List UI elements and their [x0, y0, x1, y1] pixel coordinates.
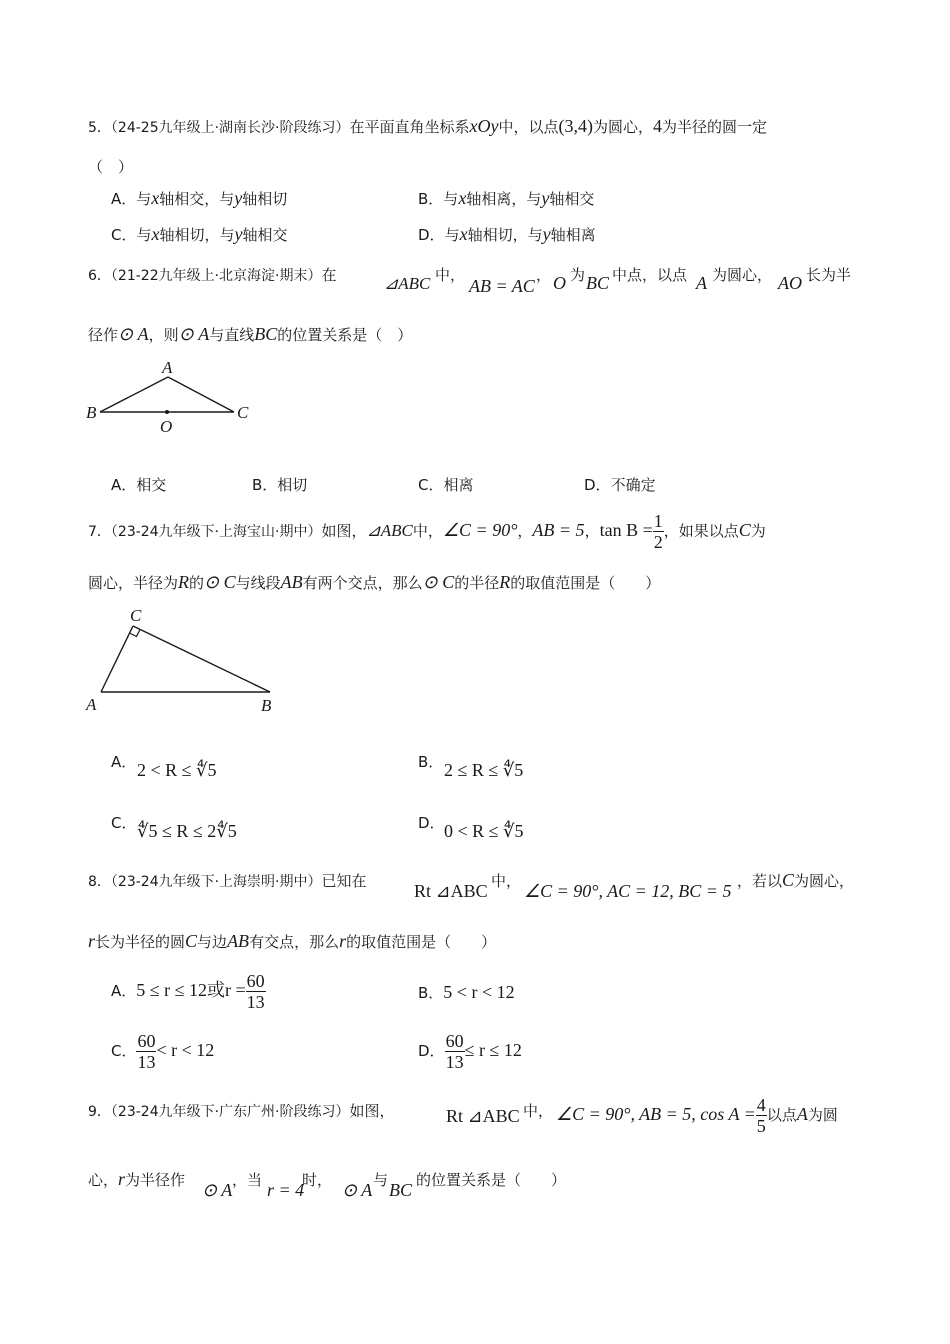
q6-center: 为圆心，	[712, 266, 773, 284]
option-label: A．	[111, 476, 137, 494]
q7-angle: ∠C = 90°	[442, 520, 518, 540]
q5-paren: （ ）	[88, 158, 134, 176]
option-text: 相离	[443, 476, 474, 494]
q7-r: R	[499, 572, 511, 592]
label-c: C	[130, 606, 142, 625]
q8-line1-a	[88, 870, 367, 891]
label-o: O	[160, 417, 173, 436]
option-var: y	[234, 224, 243, 244]
q9-text: 心，	[88, 1171, 119, 1189]
q9-line1-a	[88, 1100, 395, 1121]
q9-shi: 时，	[302, 1171, 333, 1189]
label-b: B	[261, 696, 272, 715]
option-var: y	[541, 188, 550, 208]
q7-r: R	[178, 572, 190, 592]
q7-text: 与线段	[235, 574, 281, 592]
edge-cb	[133, 626, 270, 692]
q9-circle-a: ⊙ A	[202, 1180, 233, 1200]
fraction-numerator: 60	[445, 1031, 464, 1051]
option-text: 不确定	[610, 476, 656, 494]
q5-radius: 4	[653, 116, 663, 136]
option-var: x	[151, 188, 160, 208]
option-text: 轴相切，与	[159, 226, 235, 244]
option-var: x	[459, 224, 468, 244]
option-label: B．	[252, 476, 278, 494]
q7-text: 为	[750, 522, 766, 540]
option-text: 相交	[136, 476, 167, 494]
q9-r: r	[118, 1169, 126, 1189]
q6-len: 长为半	[806, 266, 852, 284]
q5-text: 为半径的圆一定	[662, 118, 768, 136]
option-label: C．	[111, 1042, 137, 1060]
q8-condition: ∠C = 90°, AC = 12, BC = 5	[524, 881, 732, 901]
q9-circle-a-2: ⊙ A	[342, 1180, 373, 1200]
option-label: B．	[418, 190, 444, 208]
q7-option-c-label[interactable]: C．	[111, 814, 137, 832]
q6-number: 6．	[88, 268, 111, 284]
label-a: A	[86, 695, 97, 714]
option-var: x	[151, 224, 160, 244]
q7-option-d-label[interactable]: D．	[418, 814, 445, 832]
fraction-numerator: 60	[137, 1031, 156, 1051]
q9-number: 9．	[88, 1104, 111, 1120]
option-text: 与	[443, 190, 459, 208]
q6-circle-a: ⊙ A	[118, 324, 149, 344]
q7-c: C	[738, 520, 751, 540]
q8-option-d[interactable]	[418, 1028, 522, 1073]
q5-option-a[interactable]	[111, 188, 287, 209]
q6-a: A	[696, 273, 707, 293]
option-text: 轴相交	[549, 190, 595, 208]
q7-triangle: ⊿ABC	[366, 521, 413, 540]
q8-r: r	[339, 931, 347, 951]
q7-tan: tan B =	[599, 520, 653, 540]
point-o	[165, 410, 169, 414]
q8-text: 有交点，那么	[249, 933, 340, 951]
q8-text: 与边	[197, 933, 228, 951]
q8-text: 为圆心，	[794, 872, 855, 890]
q7-line1	[88, 510, 766, 552]
q7-ab: AB	[280, 572, 303, 592]
q6-text: 的位置关系是（ ）	[277, 326, 413, 344]
q6-bc: BC	[254, 324, 278, 344]
q8-option-a[interactable]	[111, 968, 266, 1013]
q8-option-b[interactable]	[418, 982, 515, 1003]
label-a: A	[162, 358, 173, 377]
q6-mid: 中点，以点	[612, 266, 688, 284]
q8-source: （23-24九年级下·上海崇明·期中）	[110, 874, 322, 890]
q7-fraction	[653, 511, 664, 552]
q7-text: 中，	[412, 522, 443, 540]
q9-a: A	[796, 1104, 808, 1124]
option-label: A．	[111, 982, 137, 1000]
edge-ba	[100, 377, 168, 412]
option-math: < r < 12	[156, 1040, 215, 1060]
fraction-denominator: 13	[137, 1052, 156, 1072]
q6-text: 与直线	[209, 326, 255, 344]
q7-text: 的	[189, 574, 205, 592]
q6-comma: ，	[536, 266, 552, 284]
q7-text: 有两个交点，那么	[302, 574, 423, 592]
option-var: x	[458, 188, 467, 208]
q8-number: 8．	[88, 874, 111, 890]
q5-number: 5．	[88, 120, 111, 136]
q7-text: ，	[517, 522, 533, 540]
q7-circle-c: ⊙ C	[204, 572, 236, 592]
option-text: 与	[136, 226, 152, 244]
option-text: 轴相离，与	[466, 190, 542, 208]
q8-rt: Rt ⊿ABC	[414, 881, 488, 901]
q8-ab: AB	[227, 931, 250, 951]
q6-bc: BC	[586, 273, 610, 293]
q6-source: （21-22九年级上·北京海淀·期末）	[110, 268, 322, 284]
q7-option-d-math: 0 < R ≤ ∜5	[444, 821, 524, 841]
option-label: C．	[418, 476, 444, 494]
q8-c: C	[185, 931, 198, 951]
q8-line2	[88, 931, 496, 952]
q7-text: ，	[584, 522, 600, 540]
q5-source: （24-25九年级上·湖南长沙·阶段练习）	[110, 120, 350, 136]
q7-option-b-math: 2 ≤ R ≤ ∜5	[444, 760, 524, 780]
q8-text: 已知在	[321, 872, 367, 890]
option-label: D．	[418, 226, 445, 244]
q6-triangle-figure	[80, 355, 260, 440]
q6-wei: 为	[570, 266, 586, 284]
q7-triangle-figure	[80, 603, 290, 718]
q7-text: ，如果以点	[663, 522, 739, 540]
q6-option-d[interactable]	[584, 474, 656, 495]
q8-r: r	[88, 931, 96, 951]
q5-option-b[interactable]	[418, 188, 594, 209]
q5-point: (3,4)	[558, 116, 594, 136]
q7-option-a-math: 2 < R ≤ ∜5	[137, 760, 217, 780]
q8-text: 的取值范围是（ ）	[346, 933, 497, 951]
q6-line2	[88, 324, 412, 345]
q6-o: O	[553, 273, 566, 293]
q6-text: ，则	[148, 326, 179, 344]
q8-text-line1	[737, 870, 854, 891]
fraction-numerator: 4	[756, 1095, 766, 1115]
option-label: B．	[418, 984, 444, 1002]
q7-option-b-label[interactable]: B．	[418, 753, 444, 771]
q5-line1	[88, 116, 767, 137]
q6-ao: AO	[778, 273, 802, 293]
q6-eq: AB = AC	[469, 276, 535, 296]
option-text: 与	[444, 226, 460, 244]
option-text: 轴相交，与	[159, 190, 235, 208]
q9-bc: BC	[389, 1180, 413, 1200]
q8-option-c[interactable]	[111, 1028, 214, 1073]
option-text: 轴相切，与	[467, 226, 543, 244]
q9-source: （23-24九年级下·广东广州·阶段练习）	[110, 1104, 350, 1120]
q5-text: 中，以点	[498, 118, 559, 136]
q7-text: 的半径	[454, 574, 500, 592]
q9-condition-line	[556, 1092, 838, 1137]
option-var: y	[542, 224, 551, 244]
q9-text: 为半径作	[125, 1171, 186, 1189]
q9-dang: ，当	[232, 1171, 263, 1189]
option-text: 轴相交	[242, 226, 288, 244]
q7-text: 的取值范围是（ ）	[510, 574, 661, 592]
fraction-denominator: 13	[445, 1052, 464, 1072]
option-text: 相切	[277, 476, 308, 494]
q5-option-c[interactable]	[111, 224, 288, 245]
q7-circle-c: ⊙ C	[422, 572, 455, 592]
fraction-numerator: 60	[246, 971, 265, 991]
q9-condition: ∠C = 90°, AB = 5, cos A =	[556, 1104, 756, 1124]
q6-line1-a	[88, 264, 337, 285]
option-label: A．	[111, 190, 137, 208]
q6-option-a[interactable]	[111, 474, 166, 495]
q9-text: 以点	[766, 1106, 797, 1124]
q7-text: 如图，	[321, 522, 367, 540]
q9-text: 为圆	[807, 1106, 838, 1124]
option-math: ≤ r ≤ 12	[464, 1040, 522, 1060]
edge-ac	[168, 377, 234, 412]
label-c: C	[237, 403, 249, 422]
label-b: B	[86, 403, 97, 422]
fraction-denominator: 13	[246, 992, 265, 1012]
q7-option-a-label[interactable]: A．	[111, 753, 137, 771]
option-fraction	[445, 1031, 465, 1072]
q9-r4: r = 4	[267, 1180, 305, 1200]
q6-text: 在	[321, 266, 337, 284]
q9-tail: 的位置关系是（ ）	[416, 1171, 567, 1189]
option-text: 轴相切	[242, 190, 288, 208]
q5-text: 为圆心，	[593, 118, 654, 136]
q8-text: ，若以	[737, 872, 783, 890]
fraction-denominator: 5	[756, 1116, 766, 1136]
option-text: 与	[136, 190, 152, 208]
q5-text: 在平面直角坐标系	[349, 118, 470, 136]
q7-line2	[88, 572, 660, 593]
q5-option-d[interactable]	[418, 224, 596, 245]
q8-text: 长为半径的圆	[95, 933, 186, 951]
q9-line2-a	[88, 1169, 185, 1190]
option-label: C．	[111, 226, 137, 244]
q8-zhong: 中，	[491, 872, 522, 890]
option-fraction	[246, 971, 266, 1012]
fraction-denominator: 2	[653, 532, 663, 552]
q7-text: 圆心，半径为	[88, 574, 179, 592]
q6-text: 径作	[88, 326, 119, 344]
q6-option-c[interactable]	[418, 474, 474, 495]
option-label: D．	[418, 1042, 445, 1060]
fraction-numerator: 1	[653, 511, 663, 531]
q6-text-zhong: 中，	[435, 266, 466, 284]
q7-option-c-math: ∜5 ≤ R ≤ 2∜5	[137, 821, 237, 841]
option-math: 5 ≤ r ≤ 12或r =	[136, 980, 246, 1000]
q7-source: （23-24九年级下·上海宝山·期中）	[110, 524, 322, 540]
q9-fraction	[756, 1095, 767, 1136]
q9-yu: 与	[373, 1171, 389, 1189]
q6-triangle: ⊿ABC	[384, 274, 431, 293]
q8-c: C	[782, 870, 795, 890]
option-var: y	[234, 188, 243, 208]
q9-zhong: 中，	[523, 1102, 554, 1120]
option-math: 5 < r < 12	[443, 982, 515, 1002]
option-label: D．	[584, 476, 611, 494]
q7-number: 7．	[88, 524, 111, 540]
q9-text: 如图，	[349, 1102, 395, 1120]
q6-circle-a: ⊙ A	[178, 324, 210, 344]
q9-rt: Rt ⊿ABC	[446, 1106, 520, 1126]
q6-option-b[interactable]	[252, 474, 307, 495]
option-text: 轴相离	[550, 226, 596, 244]
edge-ac	[101, 626, 133, 692]
q5-xoy: xOy	[469, 116, 499, 136]
q7-ab: AB = 5	[532, 520, 585, 540]
option-fraction	[136, 1031, 156, 1072]
